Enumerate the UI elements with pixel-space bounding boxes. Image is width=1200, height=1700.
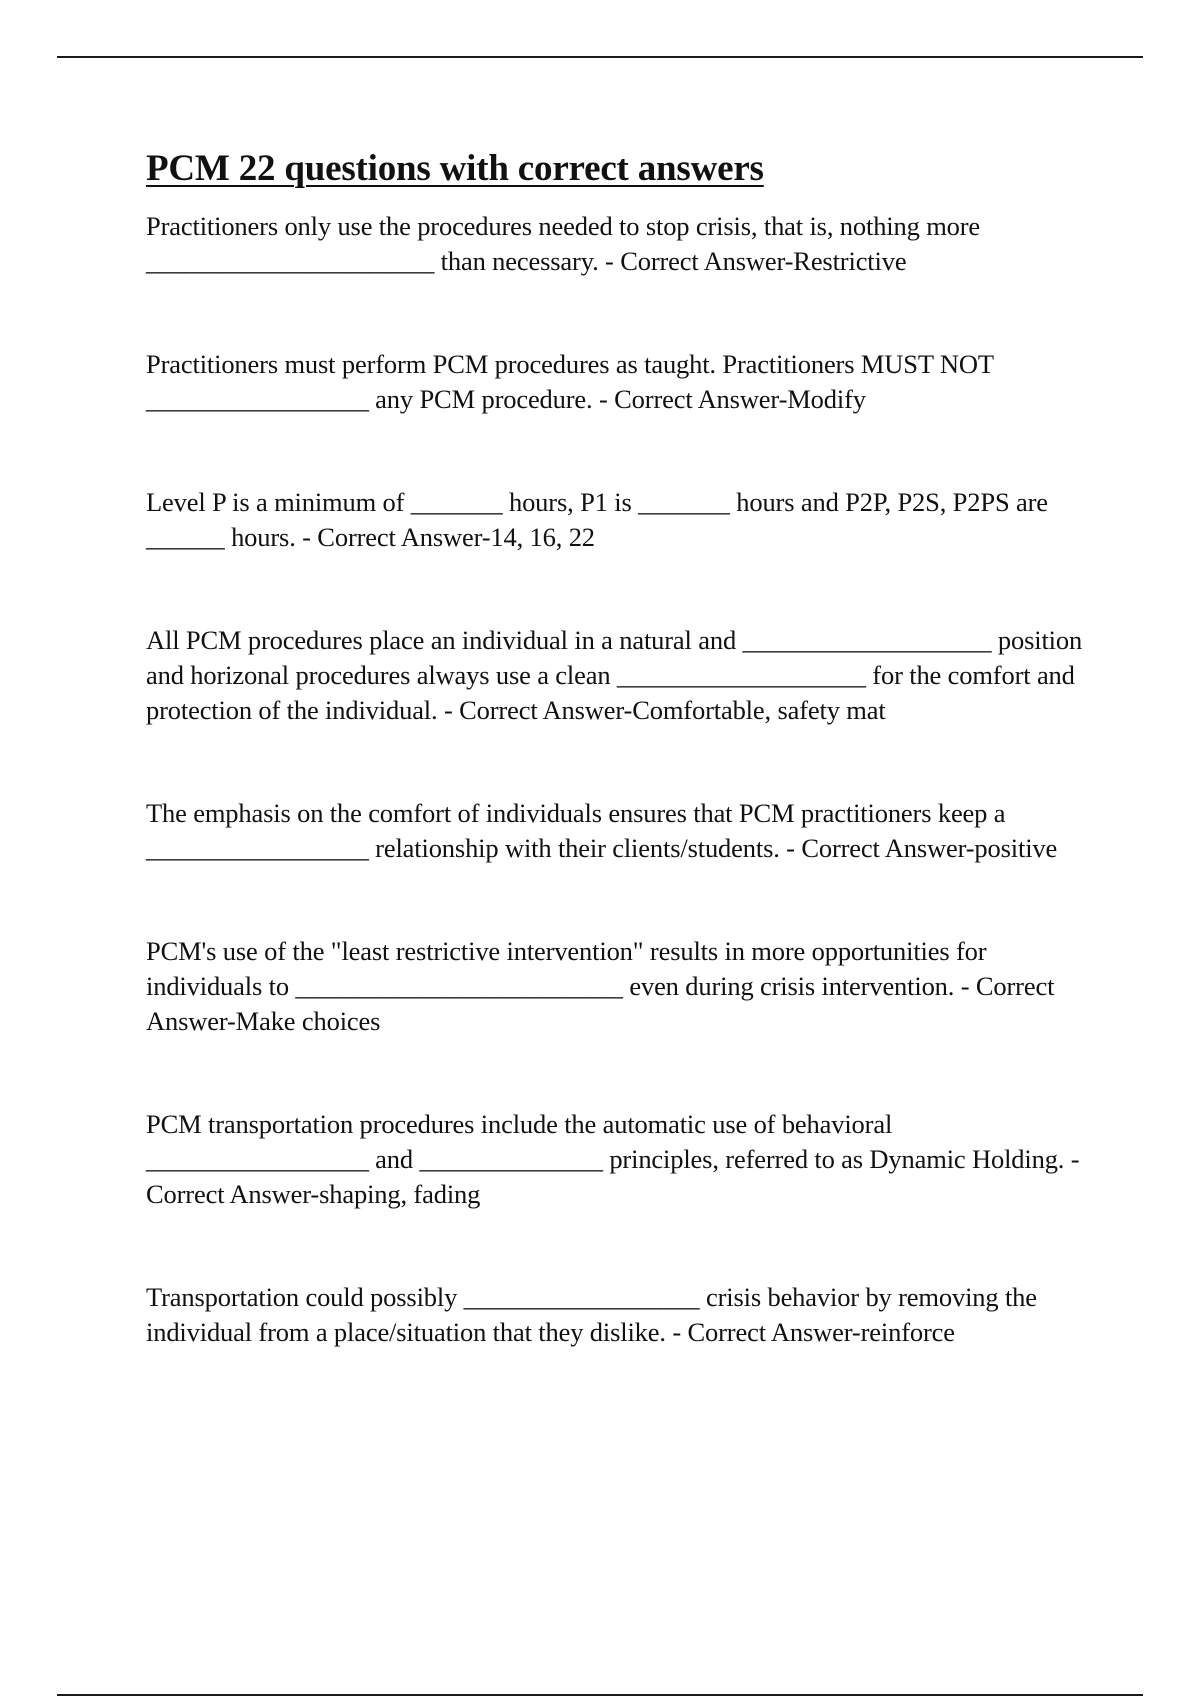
question-item-2: Practitioners must perform PCM procedures as taught. Practitioners MUST NOT _________________ any PCM procedure. - Correct Answer-Modify [146,349,1000,414]
question-item-7: PCM transportation procedures include the automatic use of behavioral _________________ and ______________ principles, referred to as Dynamic Holding. - Correct Answer-shaping, fading [146,1109,1086,1209]
question-item-1: Practitioners only use the procedures needed to stop crisis, that is, nothing more ______________________ than necessary. - Correct Answer-Restrictive [146,211,987,276]
question-list [146,209,1096,1350]
document-body [146,143,1096,1418]
bottom-rule [57,1694,1143,1696]
question-item-8: Transportation could possibly __________________ crisis behavior by removing the individual from a place/situation that they dislike. - Correct Answer-reinforce [146,1282,1044,1347]
question-item-4: All PCM procedures place an individual in a natural and ___________________ position and horizonal procedures always use a clean ___________________ for the comfort and protection of the individual. - Correct Answer-Comfortable, safety mat [146,625,1089,725]
question-item-6: PCM's use of the "least restrictive intervention" results in more opportunities for individuals to _________________________ even during crisis intervention. - Correct Answer-Make choices [146,936,1060,1036]
question-item-3: Level P is a minimum of _______ hours, P1 is _______ hours and P2P, P2S, P2PS are ______ hours. - Correct Answer-14, 16, 22 [146,487,1055,552]
question-item-5: The emphasis on the comfort of individuals ensures that PCM practitioners keep a _________________ relationship with their clients/students. - Correct Answer-positive [146,798,1058,863]
top-rule [57,56,1143,58]
page-title: PCM 22 questions with correct answers [146,148,764,189]
